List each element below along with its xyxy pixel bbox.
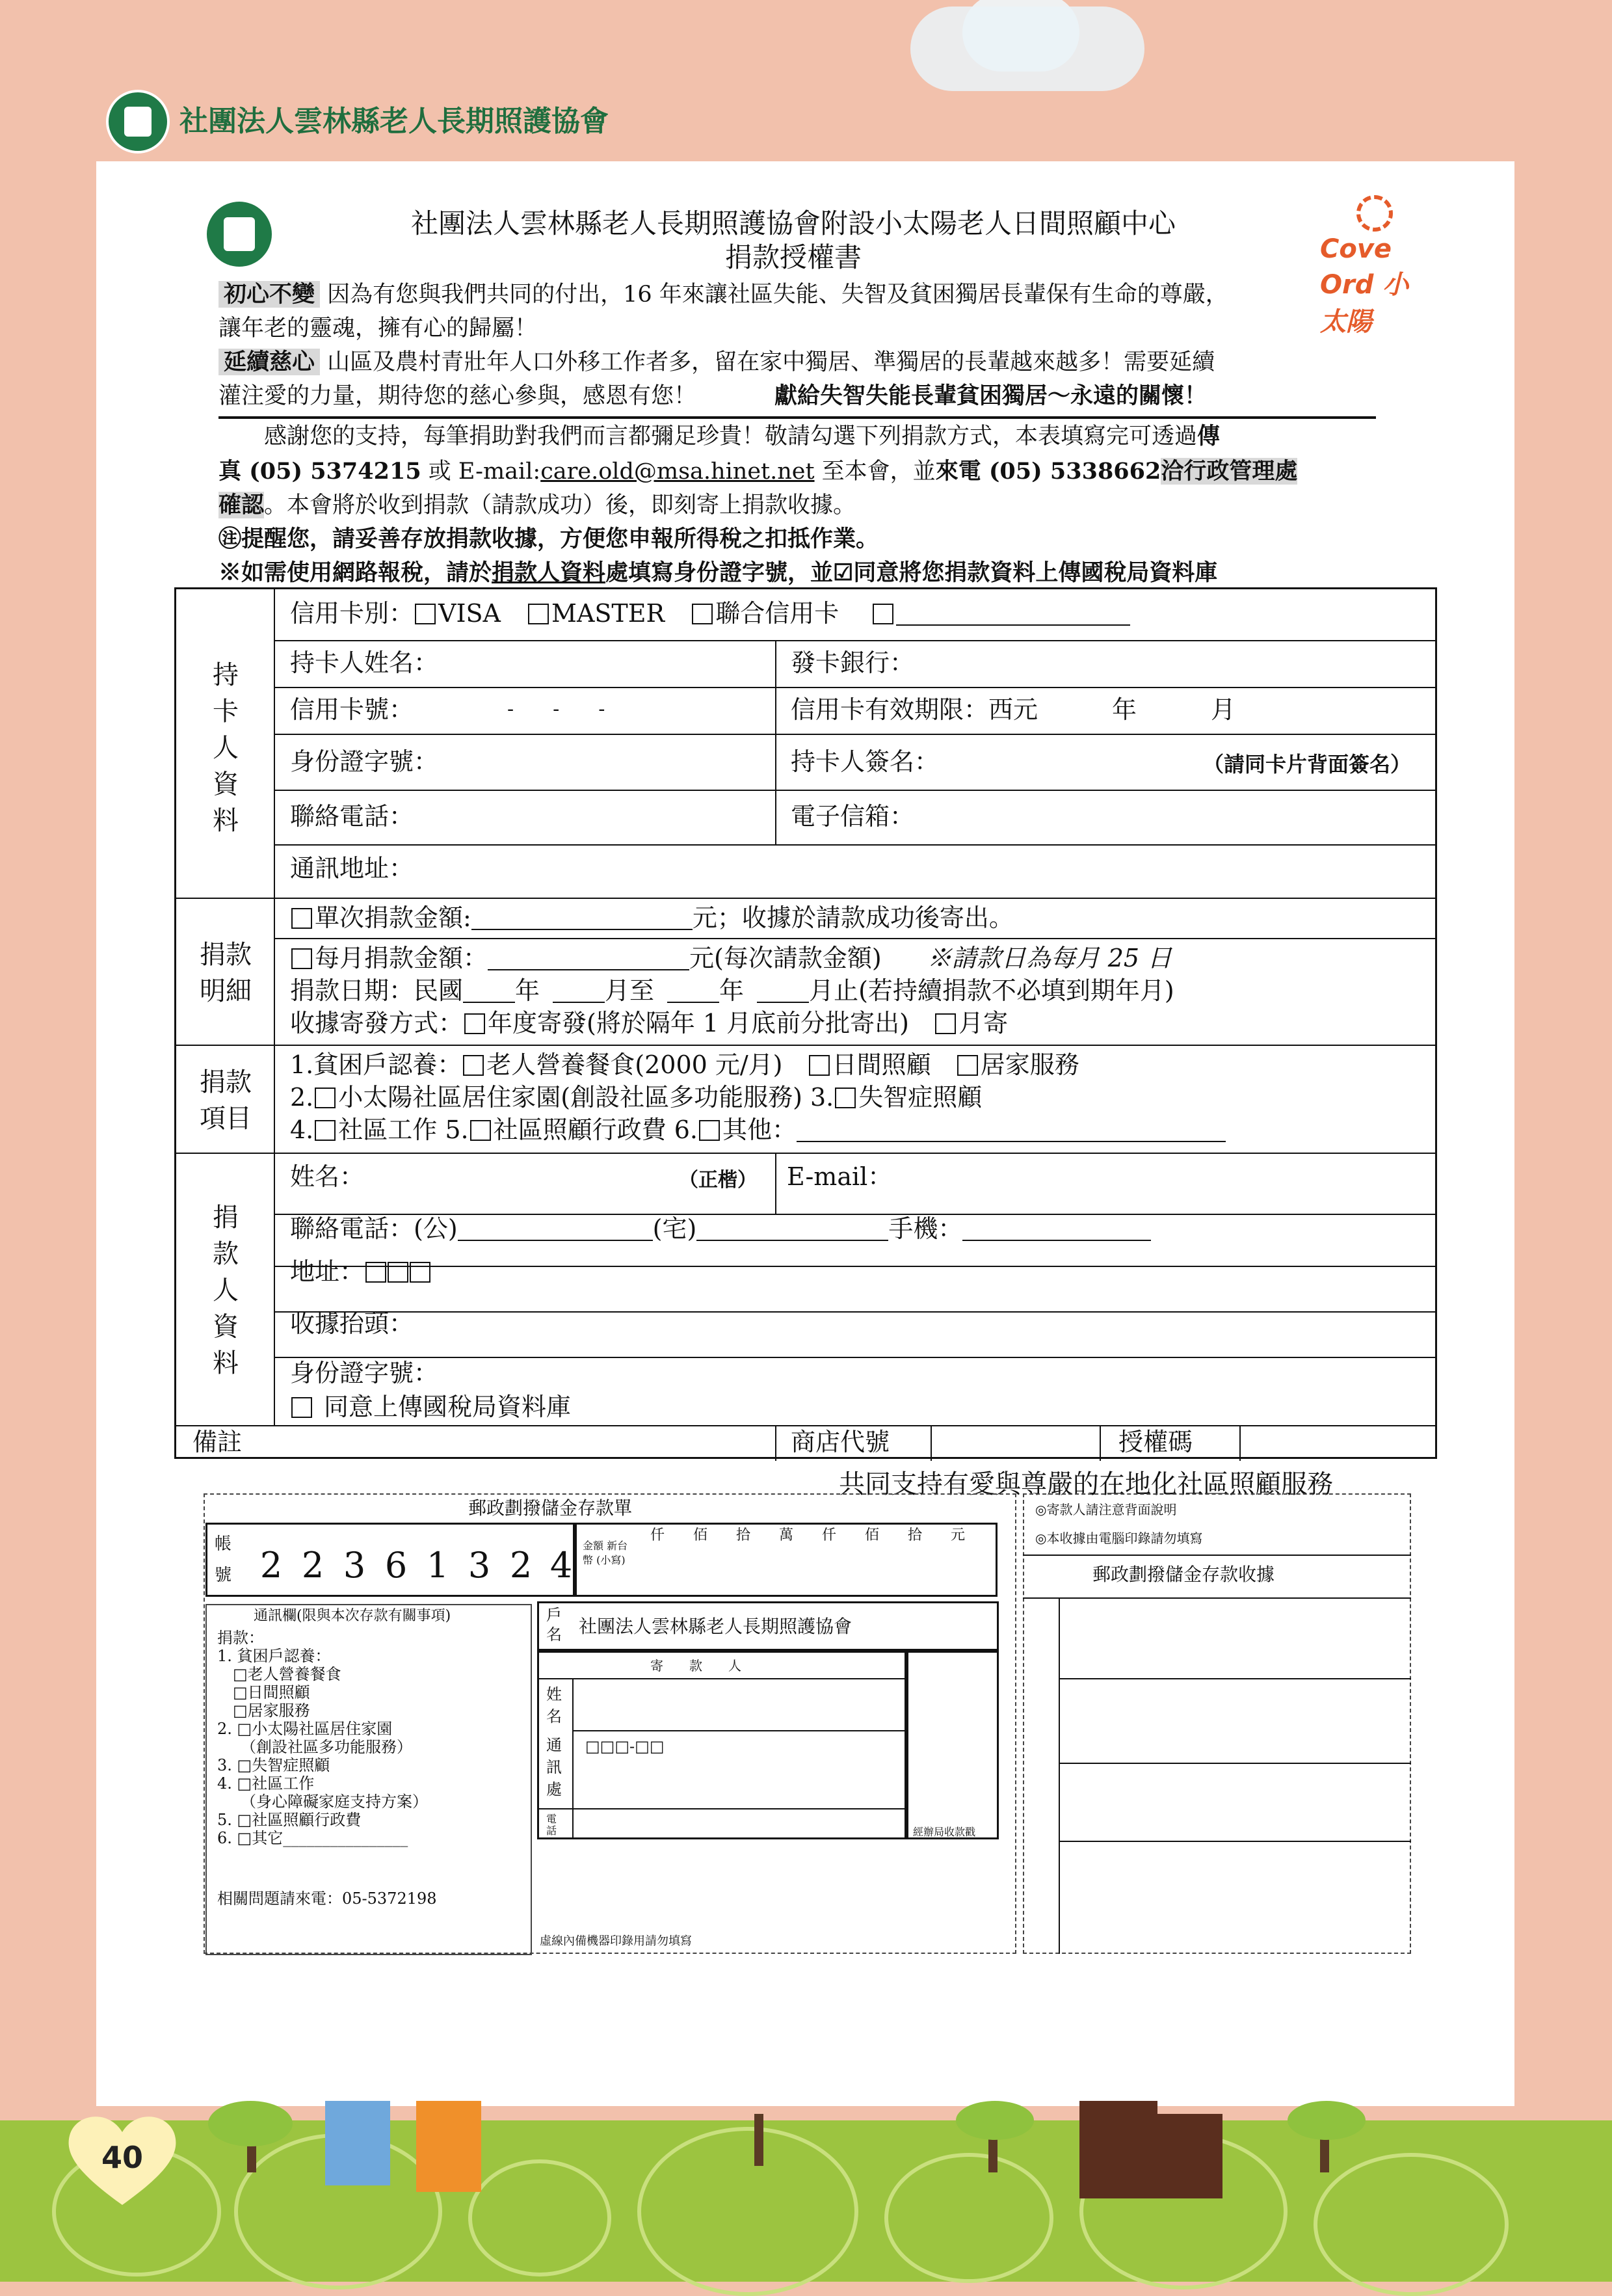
phone-number: 來電 (05) 5338662 <box>935 458 1161 485</box>
item6-checkbox[interactable] <box>699 1120 720 1141</box>
monthly-donation-note: 元(每次請款金額) <box>689 944 882 972</box>
instruction-line-1 <box>218 420 1389 453</box>
house-decoration <box>1079 2101 1157 2198</box>
issuing-bank-field[interactable]: 發卡銀行： <box>791 648 915 677</box>
cloud-decoration <box>910 7 1144 91</box>
item1a-label: 老人營養餐食(2000 元/月) <box>486 1050 783 1079</box>
single-donation-checkbox[interactable] <box>291 908 312 929</box>
account-digit: 1 <box>426 1545 449 1586</box>
period-to-label: 月至 <box>605 976 655 1005</box>
item-row-1 <box>290 1050 1079 1080</box>
org-title: 社團法人雲林縣老人長期照護協會 <box>179 105 609 138</box>
slip-footer-note: 虛線內備機器印錄用請勿填寫 <box>540 1934 692 1948</box>
account-digit: 2 <box>259 1545 283 1586</box>
period-end-label: 月止(若持續捐款不必填到期年月) <box>809 976 1174 1005</box>
donor-email-field[interactable]: E-mail： <box>787 1162 893 1191</box>
instruction-text-mid: 至本會，並 <box>814 459 936 485</box>
item1-label: 1.貧困戶認養： <box>290 1050 462 1079</box>
monthly-donation-checkbox[interactable] <box>291 948 312 969</box>
item-row-2 <box>290 1082 982 1112</box>
section-donor-char: 人 <box>213 1275 239 1305</box>
fax-number: 真 (05) 5374215 <box>218 458 421 485</box>
note-line: 4. □社區工作 <box>217 1774 315 1793</box>
intro-text-2b: 灌注愛的力量，期待您的慈心參與，感恩有您！ <box>218 383 697 409</box>
tree-decoration <box>208 2101 293 2146</box>
other-card-checkbox[interactable] <box>873 604 893 624</box>
email-prefix: 或 E-mail: <box>421 459 541 485</box>
item4-number: 4. <box>290 1115 314 1144</box>
amount-label: 金額 新台幣 (小寫) <box>583 1540 628 1566</box>
visa-checkbox[interactable] <box>415 604 436 624</box>
admin-office: 洽行政管理處 <box>1161 458 1298 485</box>
instruction-fax-prefix: 傳 <box>1197 423 1221 449</box>
item4-label: 社區工作 5. <box>338 1115 469 1144</box>
note-box-title: 通訊欄(限與本次存款有關事項) <box>254 1608 451 1624</box>
address-label: 通訊處 <box>546 1736 562 1798</box>
account-digit: 4 <box>549 1545 573 1586</box>
instruction-line-3 <box>218 489 1389 522</box>
account-digit: 2 <box>509 1545 533 1586</box>
note-line: （身心障礙家庭支持方案） <box>217 1793 428 1811</box>
form-title-line1: 社團法人雲林縣老人長期照護協會附設小太陽老人日間照顧中心 <box>410 207 1176 239</box>
email-field[interactable]: 電子信箱： <box>791 802 915 831</box>
amount-unit: 拾 <box>908 1527 923 1543</box>
donor-mobile-label: 手機： <box>888 1214 963 1243</box>
monthly-donation-label: 每月捐款金額： <box>315 944 488 972</box>
org-logo <box>106 90 170 154</box>
signature-field[interactable]: 持卡人簽名： <box>791 747 940 776</box>
item2-label: 小太陽社區居住家園(創設社區多功能服務) 3. <box>338 1083 834 1112</box>
item1b-label: 日間照顧 <box>832 1050 931 1079</box>
intro-paragraph-1 <box>218 278 1389 311</box>
item1c-checkbox[interactable] <box>957 1055 978 1076</box>
receipt-yearly-checkbox[interactable] <box>464 1013 485 1034</box>
instruction-text: 感謝您的支持，每筆捐助對我們而言都彌足珍貴！敬請勾選下列捐款方式，本表填寫完可透過 <box>218 423 1198 449</box>
consent-label: 同意上傳國稅局資料庫 <box>324 1393 572 1421</box>
tax-note-a: ※如需使用網路報稅，請於 <box>218 559 492 586</box>
account-label: 帳號 <box>215 1534 232 1585</box>
card-number-dashes: - - - <box>507 698 605 721</box>
note-line: □老人營養餐食 <box>217 1665 341 1683</box>
section-donor <box>183 1199 268 1382</box>
expiry-field[interactable]: 信用卡有效期限：西元 年 月 <box>791 695 1236 724</box>
card-type-label: 信用卡別： <box>290 599 414 628</box>
donor-name-note: （正楷） <box>679 1169 757 1192</box>
donor-phone-row <box>290 1214 1151 1244</box>
section-donor-char: 捐 <box>213 1203 239 1233</box>
card-number-field[interactable]: 信用卡號： <box>290 695 414 724</box>
note-line: 1. 貧困戶認養： <box>217 1647 331 1665</box>
slip-title: 郵政劃撥儲金存款單 <box>468 1497 633 1519</box>
note-line: □居家服務 <box>217 1702 310 1720</box>
house-decoration <box>1157 2114 1222 2198</box>
confirm-label: 確認 <box>218 492 265 518</box>
amount-unit: 佰 <box>693 1527 708 1543</box>
instruction-text-end: 。本會將於收到捐款（請款成功）後，即刻寄上捐款收據。 <box>264 492 856 518</box>
page-number: 40 <box>101 2140 143 2175</box>
card-type-row <box>290 598 1130 628</box>
receipt-monthly-label: 月寄 <box>958 1009 1009 1037</box>
item6-other-field[interactable] <box>797 1117 1226 1142</box>
single-donation-label: 單次捐款金額: <box>315 903 471 932</box>
period-end-year[interactable] <box>667 978 719 1003</box>
reminder-line: ㊟提醒您，請妥善存放捐款收據，方便您申報所得稅之扣抵作業。 <box>218 526 879 552</box>
intro-paragraph-2 <box>218 346 1389 379</box>
section-donation-line: 捐款 <box>200 940 252 970</box>
depositor-label: 寄 款 人 <box>650 1658 741 1674</box>
note-line: 2. □小太陽社區居住家園 <box>217 1720 393 1738</box>
master-checkbox[interactable] <box>528 604 549 624</box>
master-label: MASTER <box>551 599 665 628</box>
amount-unit: 佰 <box>865 1527 880 1543</box>
monthly-amount-field[interactable] <box>488 946 689 970</box>
section-items-line: 捐款 <box>200 1067 252 1097</box>
section-donor-char: 款 <box>213 1239 239 1269</box>
section-cardholder <box>183 657 268 839</box>
account-digit: 3 <box>343 1545 366 1586</box>
receipt-mode-row <box>290 1008 1008 1038</box>
intro-tag-1: 初心不變 <box>218 281 320 308</box>
receipt-title: 郵政劃撥儲金存款收據 <box>1092 1564 1275 1585</box>
email-link[interactable]: care.old@msa.hinet.net <box>540 459 815 485</box>
postal-code-box[interactable] <box>365 1262 386 1283</box>
intro-text-1: 因為有您與我們共同的付出，16 年來讓社區失能、失智及貧困獨居長輩保有生命的尊嚴， <box>320 282 1228 308</box>
sun-logo-text: Cove Ord 小太陽 <box>1320 234 1409 337</box>
postal-code-box[interactable] <box>388 1262 408 1283</box>
tree-decoration <box>956 2101 1034 2140</box>
note-line: 捐款： <box>217 1629 264 1647</box>
period-year2-label: 年 <box>719 976 745 1005</box>
receipt-note-1: ◎寄款人請注意背面說明 <box>1035 1502 1177 1517</box>
single-donation-row <box>290 903 1014 933</box>
section-donation-detail <box>183 937 268 1009</box>
item5-label: 社區照顧行政費 6. <box>493 1115 698 1144</box>
payee-name: 社團法人雲林縣老人長期照護協會 <box>579 1616 852 1637</box>
jointcard-checkbox[interactable] <box>692 604 713 624</box>
tax-note-c: 處填寫身份證字號，並☑同意將您捐款資料上傳國稅局資料庫 <box>605 559 1218 586</box>
section-cardholder-char: 料 <box>213 806 239 836</box>
period-label: 捐款日期：民國 <box>290 976 464 1005</box>
receipt-note-2: ◎本收據由電腦印錄請勿填寫 <box>1035 1530 1203 1546</box>
section-cardholder-char: 人 <box>213 733 239 763</box>
intro-text-1b: 讓年老的靈魂，擁有心的歸屬！ <box>218 315 538 341</box>
auth-code-label: 授權碼 <box>1118 1428 1193 1456</box>
section-donor-char: 料 <box>213 1348 239 1378</box>
house-decoration <box>416 2101 481 2192</box>
donor-home-phone-field[interactable] <box>696 1216 888 1241</box>
donor-office-phone-label: 聯絡電話：(公) <box>290 1214 458 1243</box>
item3-label: 失智症照顧 <box>858 1083 983 1112</box>
consent-checkbox[interactable] <box>291 1397 312 1418</box>
remarks-label: 備註 <box>192 1428 243 1456</box>
note-line: （創設社區多功能服務） <box>217 1738 412 1756</box>
item1c-label: 居家服務 <box>980 1050 1079 1079</box>
note-line: 5. □社區照顧行政費 <box>217 1811 362 1829</box>
amount-unit: 元 <box>951 1527 966 1543</box>
period-start-month[interactable] <box>553 978 605 1003</box>
donor-address-label: 地址： <box>290 1257 365 1286</box>
item3-checkbox[interactable] <box>835 1088 856 1108</box>
signature-note: （請同卡片背面簽名） <box>1203 752 1412 777</box>
item5-checkbox[interactable] <box>470 1120 491 1141</box>
intro-slogan: 獻給失智失能長輩貧困獨居～永遠的關懷！ <box>774 382 1208 409</box>
item-row-3 <box>290 1115 1226 1145</box>
divider <box>218 416 1376 419</box>
intro-text-2: 山區及農村青壯年人口外移工作者多，留在家中獨居、準獨居的長輩越來越多！需要延續 <box>320 349 1215 375</box>
donor-office-phone-field[interactable] <box>458 1216 653 1241</box>
item4-checkbox[interactable] <box>315 1120 336 1141</box>
receipt-yearly-label: 年度寄發(將於隔年 1 月底前分批寄出) <box>488 1009 910 1037</box>
account-digit: 2 <box>301 1545 324 1586</box>
donor-address-row <box>290 1257 433 1287</box>
tagline: 共同支持有愛與尊嚴的在地化社區照顧服務 <box>839 1469 1333 1499</box>
period-year-label: 年 <box>515 976 540 1005</box>
single-amount-field[interactable] <box>471 905 693 930</box>
phone-field[interactable]: 聯絡電話： <box>290 802 414 831</box>
item2-number: 2. <box>290 1083 314 1112</box>
visa-label: VISA <box>438 599 501 628</box>
section-cardholder-char: 持 <box>213 660 239 690</box>
receipt-title-field[interactable]: 收據抬頭： <box>290 1309 414 1338</box>
billing-date-note: ※請款日為每月 25 日 <box>927 944 1172 972</box>
jointcard-label: 聯合信用卡 <box>715 599 839 628</box>
monthly-donation-row <box>290 943 1172 973</box>
intro-tag-2: 延續慈心 <box>218 349 320 375</box>
receipt-mode-label: 收據寄發方式： <box>290 1009 464 1037</box>
item2-checkbox[interactable] <box>315 1088 336 1108</box>
form-title <box>208 207 1379 274</box>
section-items-line: 項目 <box>200 1104 252 1134</box>
donor-mobile-field[interactable] <box>962 1216 1151 1241</box>
contact-line: 相關問題請來電：05-5372198 <box>217 1889 437 1908</box>
postal-code-placeholder: □□□-□□ <box>585 1737 665 1755</box>
item1a-checkbox[interactable] <box>463 1055 484 1076</box>
single-donation-note: 元；收據於請款成功後寄出。 <box>692 903 1014 932</box>
instruction-line-2 <box>218 455 1389 488</box>
account-digit: 3 <box>468 1545 491 1586</box>
tax-note <box>218 557 1389 589</box>
section-donor-char: 資 <box>213 1312 239 1342</box>
amount-unit: 萬 <box>779 1527 794 1543</box>
note-line: 3. □失智症照顧 <box>217 1756 330 1774</box>
office-stamp-box <box>906 1651 999 1839</box>
item6-label: 其他： <box>722 1115 797 1144</box>
period-start-year[interactable] <box>463 978 515 1003</box>
store-code-label: 商店代號 <box>791 1428 890 1456</box>
holder-name-field[interactable]: 持卡人姓名： <box>290 648 439 677</box>
intro-paragraph-2b <box>218 380 1389 412</box>
donation-period-row <box>290 976 1174 1006</box>
tree-decoration <box>1288 2101 1366 2140</box>
house-decoration <box>325 2101 390 2185</box>
account-digit: 6 <box>384 1545 408 1586</box>
note-line: 6. □其它________________ <box>217 1829 408 1847</box>
tax-note-b: 捐款人資料 <box>492 559 606 586</box>
other-card-field[interactable] <box>896 601 1130 626</box>
address-field[interactable]: 通訊地址： <box>290 854 414 883</box>
donor-home-phone-label: (宅) <box>652 1214 697 1243</box>
receipt-monthly-checkbox[interactable] <box>935 1013 956 1034</box>
period-end-month[interactable] <box>757 978 809 1003</box>
donor-name-field[interactable]: 姓名： <box>290 1162 365 1191</box>
office-stamp-label: 經辦局收款戳 <box>913 1826 976 1838</box>
note-lines <box>217 1629 428 1847</box>
postal-receipt <box>1023 1493 1411 1954</box>
section-cardholder-char: 資 <box>213 769 239 799</box>
id-number-field[interactable]: 身份證字號： <box>290 747 439 776</box>
section-donation-items <box>183 1064 268 1137</box>
amount-unit: 仟 <box>822 1527 837 1543</box>
consent-row <box>290 1392 571 1422</box>
name-label: 姓名 <box>546 1685 562 1726</box>
section-cardholder-char: 卡 <box>213 697 239 727</box>
amount-unit: 仟 <box>650 1527 665 1543</box>
tree-decoration <box>754 2114 763 2166</box>
donor-id-field[interactable]: 身份證字號： <box>290 1359 439 1387</box>
amount-unit: 拾 <box>736 1527 751 1543</box>
note-line: □日間照顧 <box>217 1683 310 1702</box>
payee-label: 戶名 <box>546 1606 562 1644</box>
item1b-checkbox[interactable] <box>809 1055 830 1076</box>
section-donation-line: 明細 <box>200 976 252 1006</box>
tel-label: 電話 <box>546 1813 557 1837</box>
form-title-line2: 捐款授權書 <box>724 241 862 273</box>
postal-code-box[interactable] <box>410 1262 430 1283</box>
